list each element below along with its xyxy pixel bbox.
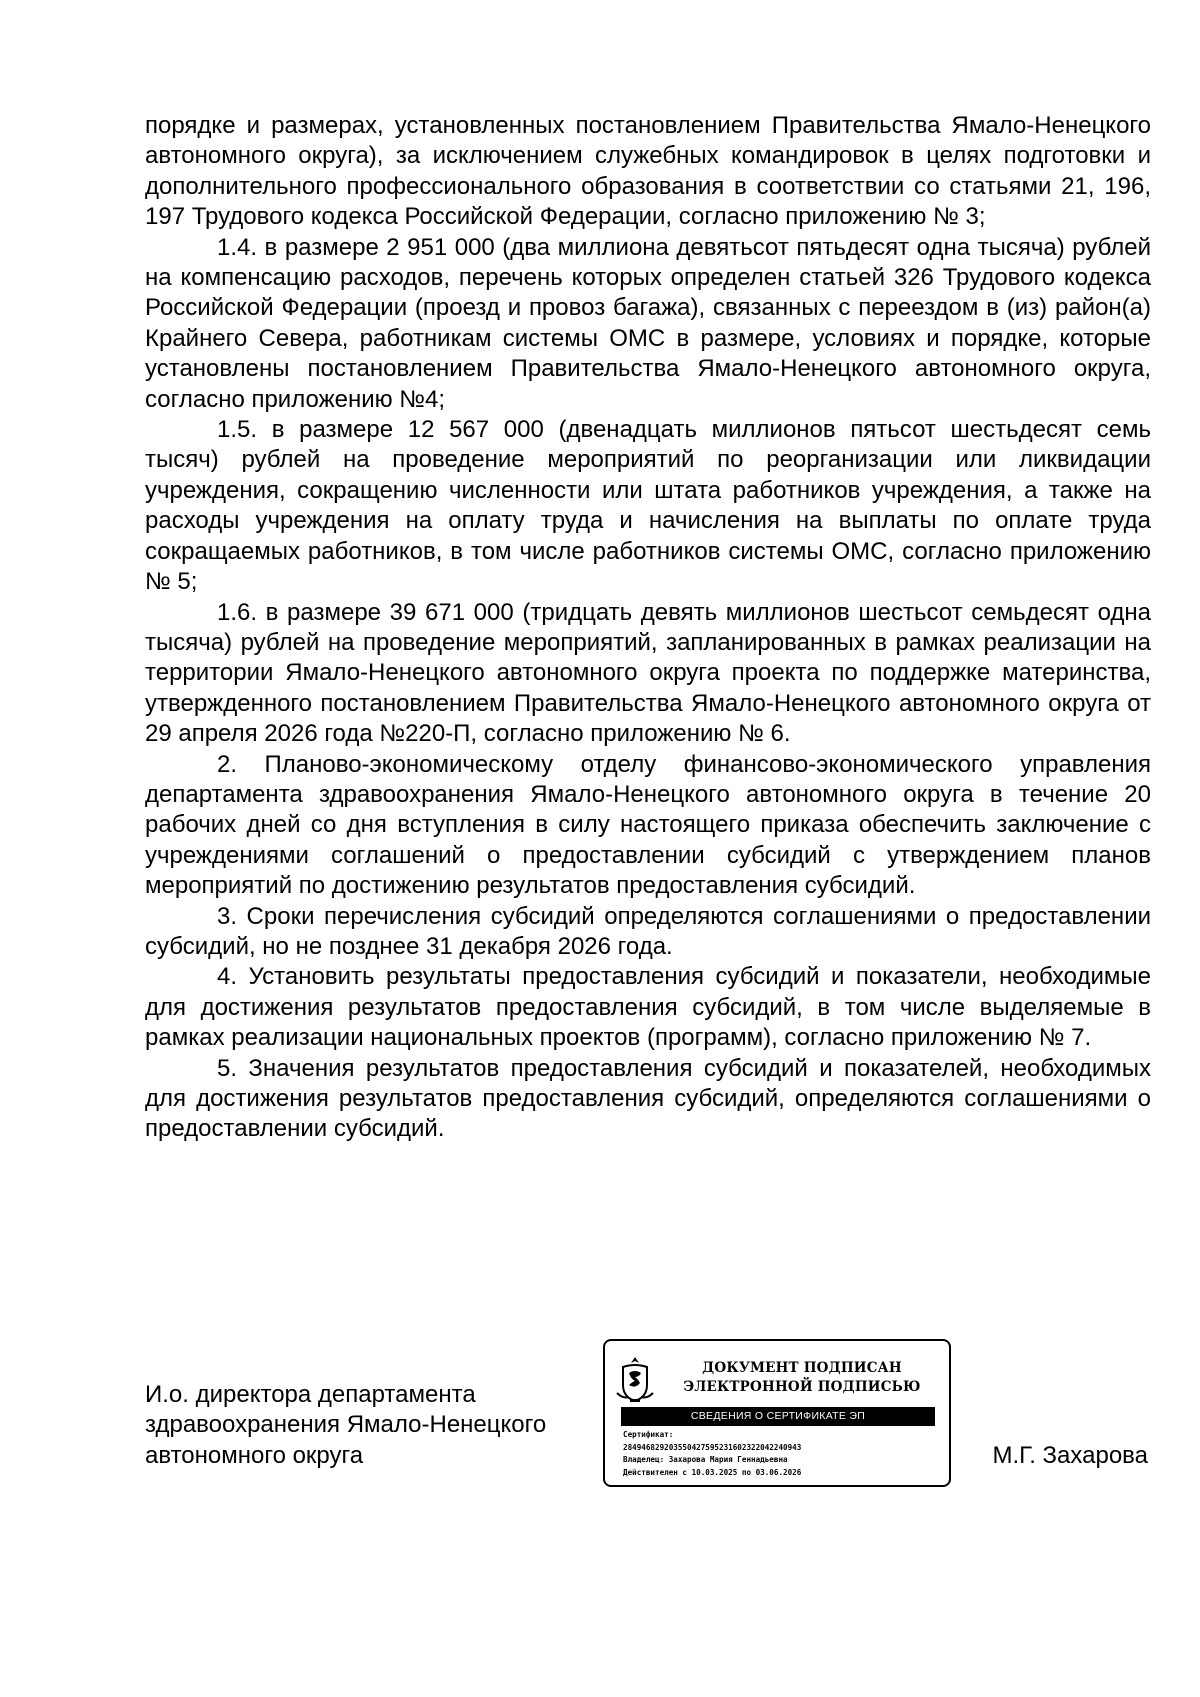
signatory-position: [145, 1380, 546, 1471]
certificate-label: Сертификат:: [623, 1430, 674, 1439]
paragraph-1-4: 1.4. в размере 2 951 000 (два миллиона девятьсот пятьдесят одна тысяча) рублей на компенсацию расходов, перечень которых определен статьей 326 Трудового кодекса Российской Федерации (проезд и провоз багажа), связанных с переездом в (из) район(а) Крайнего Севера, работникам системы ОМС в размере, условиях и порядке, которые установлены постановлением Правительства Ямало-Ненецкого автономного округа, согласно приложению №4;: [145, 233, 1151, 413]
paragraph-4: 4. Установить результаты предоставления субсидий и показатели, необходимые для достижения результатов предоставления субсидий, в том числе выделяемые в рамках реализации национальных проектов (программ), согласно приложению № 7.: [145, 963, 1151, 1052]
paragraph-1-6: 1.6. в размере 39 671 000 (тридцать девять миллионов шестьсот семьдесят одна тысяча) рублей на проведение мероприятий, запланированных в рамках реализации на территории Ямало-Ненецкого автономного округа проекта по поддержке материнства, утвержденного постановлением Правительства Ямало-Ненецкого автономного округа от 29 апреля 2026 года №220-П, согласно приложению № 6.: [145, 598, 1151, 748]
paragraph-1-5: 1.5. в размере 12 567 000 (двенадцать миллионов пятьсот шестьдесят семь тысяч) рублей на проведение мероприятий по реорганизации или ликвидации учреждения, сокращению численности или штата работников учреждения, а также на расходы учреждения на оплату труда и начисления на выплаты по оплате труда сокращаемых работников, в том числе работников системы ОМС, согласно приложению № 5;: [145, 416, 1151, 596]
signatory-position-line: И.о. директора департамента: [145, 1381, 476, 1408]
signatory-name: М.Г. Захарова: [992, 1442, 1148, 1469]
paragraph-5: 5. Значения результатов предоставления субсидий и показателей, необходимых для достижения результатов предоставления субсидий, определяются соглашениями о предоставлении субсидий.: [145, 1054, 1151, 1143]
stamp-title-line: ДОКУМЕНТ ПОДПИСАН: [702, 1360, 902, 1376]
paragraph-2: 2. Планово-экономическому отделу финансово-экономического управления департамента здравоохранения Ямало-Ненецкого автономного округа в течение 20 рабочих дней со дня вступления в силу настоящего приказа обеспечить заключение с учреждениями соглашений о предоставлении субсидий с утверждением планов мероприятий по достижению результатов предоставления субсидий.: [145, 750, 1151, 900]
signatory-position-line: автономного округа: [145, 1441, 364, 1469]
stamp-title: [667, 1359, 937, 1397]
paragraph-continuation: порядке и размерах, установленных постановлением Правительства Ямало-Ненецкого автономного округа), за исключением служебных командировок в целях подготовки и дополнительного профессионального образования в соответствии со статьями 21, 196, 197 Трудового кодекса Российской Федерации, согласно приложению № 3;: [145, 112, 1151, 231]
yamal-coat-of-arms-icon: [615, 1355, 655, 1405]
certificate-info-bar: СВЕДЕНИЯ О СЕРТИФИКАТЕ ЭП: [621, 1407, 935, 1426]
document-body: [145, 111, 1151, 1145]
paragraph-3: 3. Сроки перечисления субсидий определяются соглашениями о предоставлении субсидий, но не позднее 31 декабря 2026 года.: [145, 902, 1151, 960]
certificate-details: [623, 1429, 943, 1479]
signatory-position-line: здравоохранения Ямало-Ненецкого: [145, 1411, 547, 1439]
stamp-title-line: ЭЛЕКТРОННОЙ ПОДПИСЬЮ: [683, 1379, 921, 1395]
certificate-owner: Владелец: Захарова Мария Геннадьевна: [623, 1455, 788, 1464]
electronic-signature-stamp: [603, 1339, 951, 1487]
certificate-number: 2849468292035504275952316023220422409​43: [623, 1442, 802, 1452]
certificate-validity: Действителен с 10.03.2025 по 03.06.2026: [623, 1467, 802, 1477]
